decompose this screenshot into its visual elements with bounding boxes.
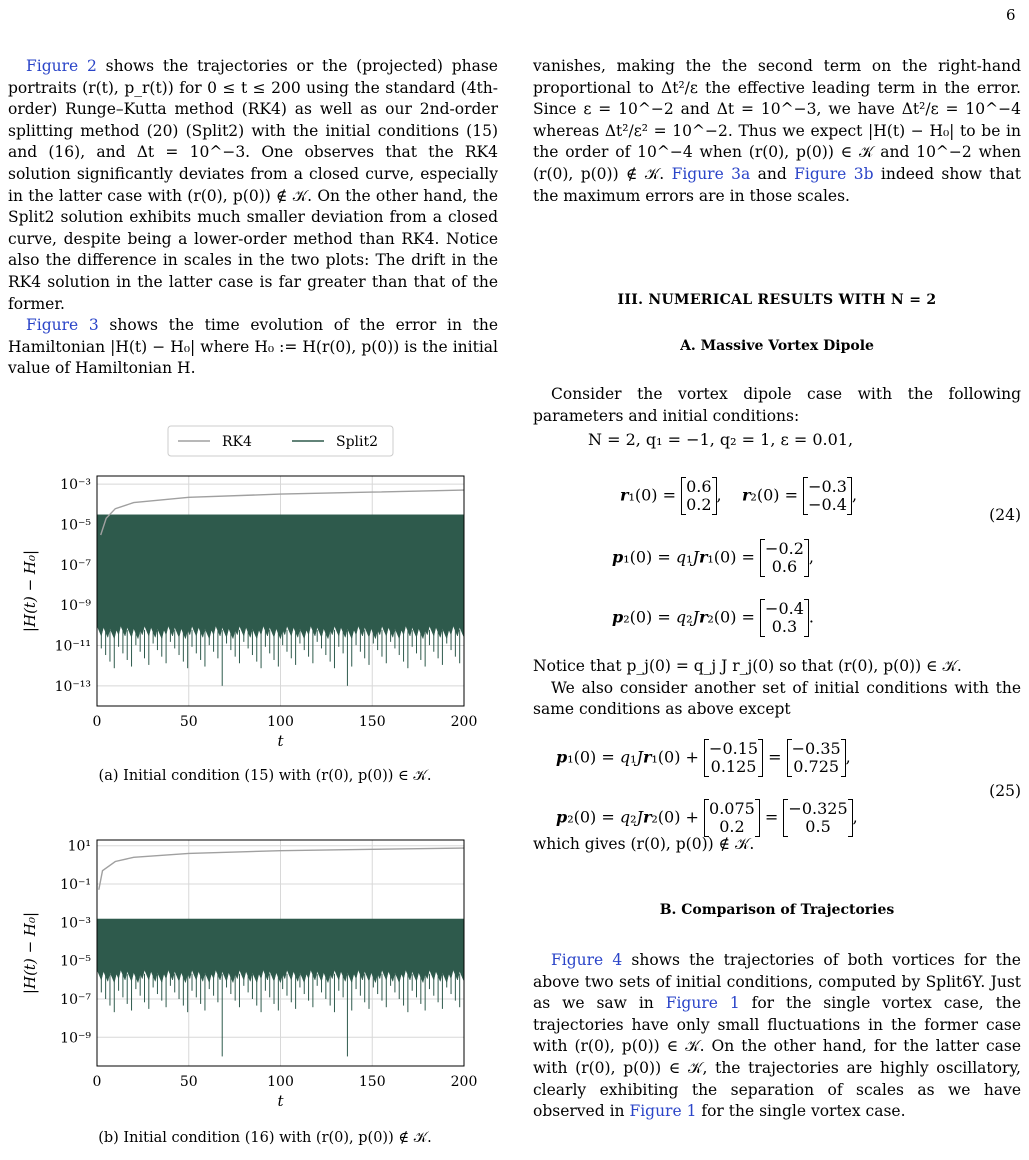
figure-3a [0,420,500,750]
section-heading-3: III. NUMERICAL RESULTS WITH N = 2 [617,292,937,308]
y-tick-label: 10⁻⁷ [60,557,91,574]
legend-rk4-label: RK4 [222,434,252,450]
page-number: 6 [1006,6,1016,24]
x-tick-label: 100 [267,1074,294,1090]
eq24-line4: p₂(0) = q₂Jr₂(0) = −0.4 0.3 . [612,599,814,636]
link-figure-2[interactable]: Figure 2 [26,57,97,75]
left-column [8,56,498,380]
y-axis-label: |H(t) − H₀| [21,549,39,633]
y-tick-label: 10⁻³ [60,477,91,494]
link-figure-4[interactable]: Figure 4 [551,951,623,969]
right-column-top [533,56,1021,207]
split2-band [97,919,464,983]
y-tick-label: 10⁻³ [60,915,91,932]
x-tick-label: 150 [358,714,386,730]
subsection-heading-a: A. Massive Vortex Dipole [680,338,874,354]
rk4-line [99,848,464,890]
paragraph-gives: which gives (r(0), p(0)) ∉ 𝒦. [533,835,755,853]
x-tick-label: 50 [179,1074,198,1090]
eq24-line1: N = 2, q₁ = −1, q₂ = 1, ε = 0.01, [588,430,854,449]
subsection-heading-b: B. Comparison of Trajectories [659,902,895,918]
paragraph-error-scales: vanishes, making the the second term on the right-hand proportional to Δt²/ε the effective leading term in the error. Since ε = 10^−2 and Δt = 10^−3, we have Δt²/ε = 10^−4 whereas Δt²/ε² = 10^−2. Thus we expect |H(t) − H₀| to be in the order of 10^−4 when (r(0), p(0)) ∈ 𝒦 and 10^−2 when (r(0), p(0)) ∉ 𝒦. Figure 3a and Figure 3b indeed show that the maximum errors are in those scales. [533,57,1021,205]
x-tick-label: 100 [267,714,294,730]
y-tick-label: 10⁻⁹ [60,1030,91,1047]
x-tick-label: 0 [92,1074,102,1090]
eq25-line1: p₁(0) = q₁Jr₁(0) + −0.15 0.125 = −0.35 0.725 , [556,739,851,776]
x-tick-label: 200 [450,1074,478,1090]
x-tick-label: 50 [179,714,198,730]
eq24-line2: r₁(0) = 0.6 0.2 , r₂(0) = −0.3 −0.4 , [620,477,858,514]
link-figure-3[interactable]: Figure 3 [26,316,99,335]
chart-3a [0,420,510,750]
split2-band [97,515,464,639]
link-figure-1-b[interactable]: Figure 1 [629,1102,697,1121]
x-axis-label: t [277,1092,284,1110]
y-axis-label: |H(t) − H₀| [21,911,39,995]
eq24-number: (24) [989,506,1021,524]
y-tick-label: 10⁻⁵ [60,953,91,970]
x-tick-label: 200 [450,714,478,730]
caption-3b: (b) Initial condition (16) with (r(0), p(0)) ∉ 𝒦. [98,1130,432,1146]
paragraph-trajectories: Figure 4 shows the trajectories of both vortices for the above two sets of initial conditions, computed by Split6Y. Just as we saw in Figure 1 for the single vortex case, the trajectories have only small fluctuations in the former case with (r(0), p(0)) ∈ 𝒦. On the other hand, for the latter case with (r(0), p(0)) ∈ 𝒦, the trajectories are highly oscillatory, clearly exhibiting the separation of scales as we have observed in Figure 1 for the single vortex case. [533,951,1021,1121]
y-tick-label: 10⁻¹¹ [54,638,91,655]
link-figure-3a[interactable]: Figure 3a [671,164,751,183]
legend-split2-label: Split2 [336,434,379,450]
paragraph-notice: Notice that p_j(0) = q_j J r_j(0) so that (r(0), p(0)) ∈ 𝒦. We also consider another set of initial conditions with the same conditions as above except [533,657,1021,719]
y-tick-label: 10⁻⁹ [60,598,91,615]
y-tick-label: 10¹ [67,838,91,855]
y-tick-label: 10⁻¹ [60,877,91,894]
x-axis-label: t [277,732,284,750]
paragraph-figure2: Figure 2 shows the trajectories or the (projected) phase portraits (r(t), p_r(t)) for 0 ≤ t ≤ 200 using the standard (4th-order) Runge–Kutta method (RK4) as well as our 2nd-order splitting method (20) (Split2) with the initial conditions (15) and (16), and Δt = 10^−3. One observes that the RK4 solution significantly deviates from a closed curve, especially in the latter case with (r(0), p(0)) ∉ 𝒦. On the other hand, the Split2 solution exhibits much smaller deviation from a closed curve, despite being a lower-order method than RK4. Notice also the difference in scales in the two plots: The drift in the RK4 solution in the latter case is far greater than that of the former. [8,57,498,313]
figure-3b [0,826,500,1110]
paragraph-figure3: Figure 3 shows the time evolution of the error in the Hamiltonian |H(t) − H₀| where H₀ := H(r(0), p(0)) is the initial value of Hamiltonian H. [8,316,498,378]
y-tick-label: 10⁻⁷ [60,991,91,1008]
eq25-line2: p₂(0) = q₂Jr₂(0) + 0.075 0.2 = −0.325 0.5 , [556,799,858,836]
eq24-line3: p₁(0) = q₁Jr₁(0) = −0.2 0.6 , [612,539,814,576]
chart-3b [0,826,510,1110]
paragraph-dipole: Consider the vortex dipole case with the following parameters and initial conditions: [533,385,1021,425]
x-tick-label: 150 [358,1074,386,1090]
eq25-number: (25) [989,782,1021,800]
y-tick-label: 10⁻⁵ [60,517,91,534]
link-figure-3b[interactable]: Figure 3b [794,164,874,183]
x-tick-label: 0 [92,714,102,730]
y-tick-label: 10⁻¹³ [54,678,91,695]
caption-3a: (a) Initial condition (15) with (r(0), p(0)) ∈ 𝒦. [98,768,432,784]
link-figure-1[interactable]: Figure 1 [665,994,740,1013]
